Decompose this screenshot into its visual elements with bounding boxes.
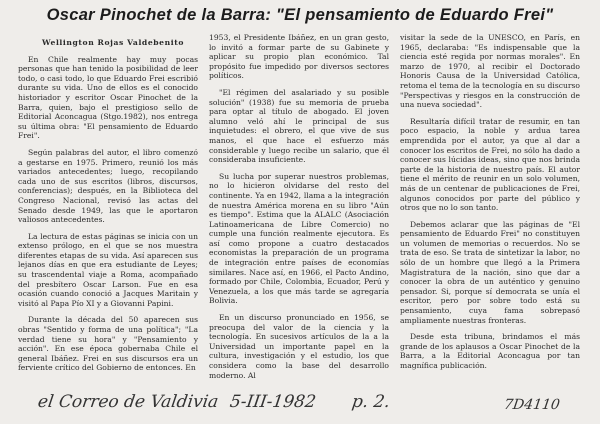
handwritten-source: el Correo de Valdivia: [36, 392, 220, 412]
article-title: Oscar Pinochet de la Barra: "El pensamiento de Eduardo Frei": [46, 6, 554, 24]
text-column-2: [209, 33, 389, 381]
paragraph: En Chile realmente hay muy pocas personas que han tenido la posibilidad de leer todo, o casi todo, lo que Eduardo Frei escribió durante su vida. Uno de ellos es el conocido historiador y escritor Oscar Pinochet de la Barra, quien, bajo el prestigioso sello de Editorial Aconcagua (Stgo.1982), nos entrega su última obra: "El pensamiento de Eduardo Frei".: [18, 54, 198, 141]
paragraph: Su lucha por superar nuestros problemas, no lo hicieron olvidarse del resto del continente. Ya en 1942, llama a la integración de nuestra América morena en su libro "Aún es tiempo". Estima que la ALALC (Asociación Latinoamericana de Libre Comercio) no cumple una función realmente ejecutora. Es así como propone a cuatro destacados economistas la preparación de un programa de integración entre países de economías similares. Nace así, en 1966, el Pacto Andino, formado por Chile, Colombia, Ecuador, Perú y Venezuela, a los que más tarde se agregaría Bolivia.: [209, 171, 389, 306]
paragraph: En un discurso pronunciado en 1956, se preocupa del valor de la ciencia y la tecnología. En sucesivos artículos de la a la Universidad un importante papel en la cultura, investigación y el estudio, los que considera como la base del desarrollo moderno. Al: [209, 313, 389, 380]
author-byline: Wellington Rojas Valdebenito: [42, 38, 184, 47]
paragraph: Debemos aclarar que las páginas de "El pensamiento de Eduardo Frei" no constituyen un volumen de memorias o recuerdos. No se trata de eso. Se trata de sintetizar la labor, no sólo de un hombre que llegó a la Primera Magistratura de la nación, sino que dar a conocer la obra de un auténtico y genuino pensador. Si, porque sí democrata se unía el escritor, pero por sobre todo está su pensamiento, cuya fama sobrepasó ampliamente nuestras fronteras.: [400, 219, 580, 325]
text-column-1: [18, 38, 198, 381]
paragraph: 1953, el Presidente Ibáñez, en un gran gesto, lo invitó a formar parte de su Gabinete y aplicar su propio plan económico. Tal propósito fue impedido por diversos sectores políticos.: [209, 33, 389, 81]
handwritten-page: p. 2.: [350, 392, 392, 412]
text-column-3: [400, 33, 580, 381]
paragraph: "El régimen del asalariado y su posible solución" (1938) fue su memoria de prueba para optar al título de abogado. El joven alumno veló ahí le principal de sus inquietudes: el obrero, el que vive de sus manos, el que hace el esfuerzo más considerable y luego recibe un salario, que él consideraba insuficiente.: [209, 87, 389, 165]
paragraph: visitar la sede de la UNESCO, en París, en 1965, declaraba: "Es indispensable que la ciencia esté regida por normas morales". En marzo de 1970, al recibir el Doctorado Honoris Causa de la Universidad Católica, retoma el tema de la tecnología en su discurso "Perspectivas y riesgos en la construcción de una nueva sociedad".: [400, 33, 580, 110]
handwritten-code: 7D4110: [502, 397, 561, 413]
paragraph: Durante la década del 50 aparecen sus obras "Sentido y forma de una política"; "La verdad tiene su hora" y "Pensamiento y acción". En ese época gobernaba Chile el general Ibáñez. Frei en sus discursos era un ferviente crítico del Gobierno de entonces. En: [18, 315, 198, 373]
paragraph: La lectura de estas páginas se inicia con un extenso prólogo, en el que se nos muestra diferentes etapas de su vida. Así aparecen sus lejanos días en que era estudiante de Leyes; su trascendental viaje a Roma, acompañado del presbítero Oscar Larson. Fue en esa ocasión cuando conoció a Jacques Maritain y visitó al Papa Pío XI y a Giovanni Papini.: [18, 231, 198, 308]
handwritten-date: 5-III-1982: [228, 392, 318, 412]
paragraph: Desde esta tribuna, brindamos el más grande de los aplausos a Oscar Pinochet de la Barra, a la Editorial Aconcagua por tan magnífica publicación.: [400, 332, 580, 370]
paragraph: Resultaría difícil tratar de resumir, en tan poco espacio, la noble y ardua tarea emprendida por el autor, ya que al dar a conocer los escritos de Frei, no sólo ha dado a conocer sus lúcidas ideas, sino que nos brinda parte de la historia de nuestro país. El autor tiene el mérito de reunir en un solo volumen, más de un centenar de publicaciones de Frei, algunos conocidos por parte del público y otros que no lo son tanto.: [400, 116, 580, 213]
paragraph: Según palabras del autor, el libro comenzó a gestarse en 1975. Primero, reunió los más variados antecedentes; luego, recopilando cada uno de sus escritos (libros, discursos, conferencias); después, en la Biblioteca del Congreso Nacional, revisó las actas del Senado desde 1949, las que le aportaron valiosos antecedentes.: [18, 147, 198, 225]
